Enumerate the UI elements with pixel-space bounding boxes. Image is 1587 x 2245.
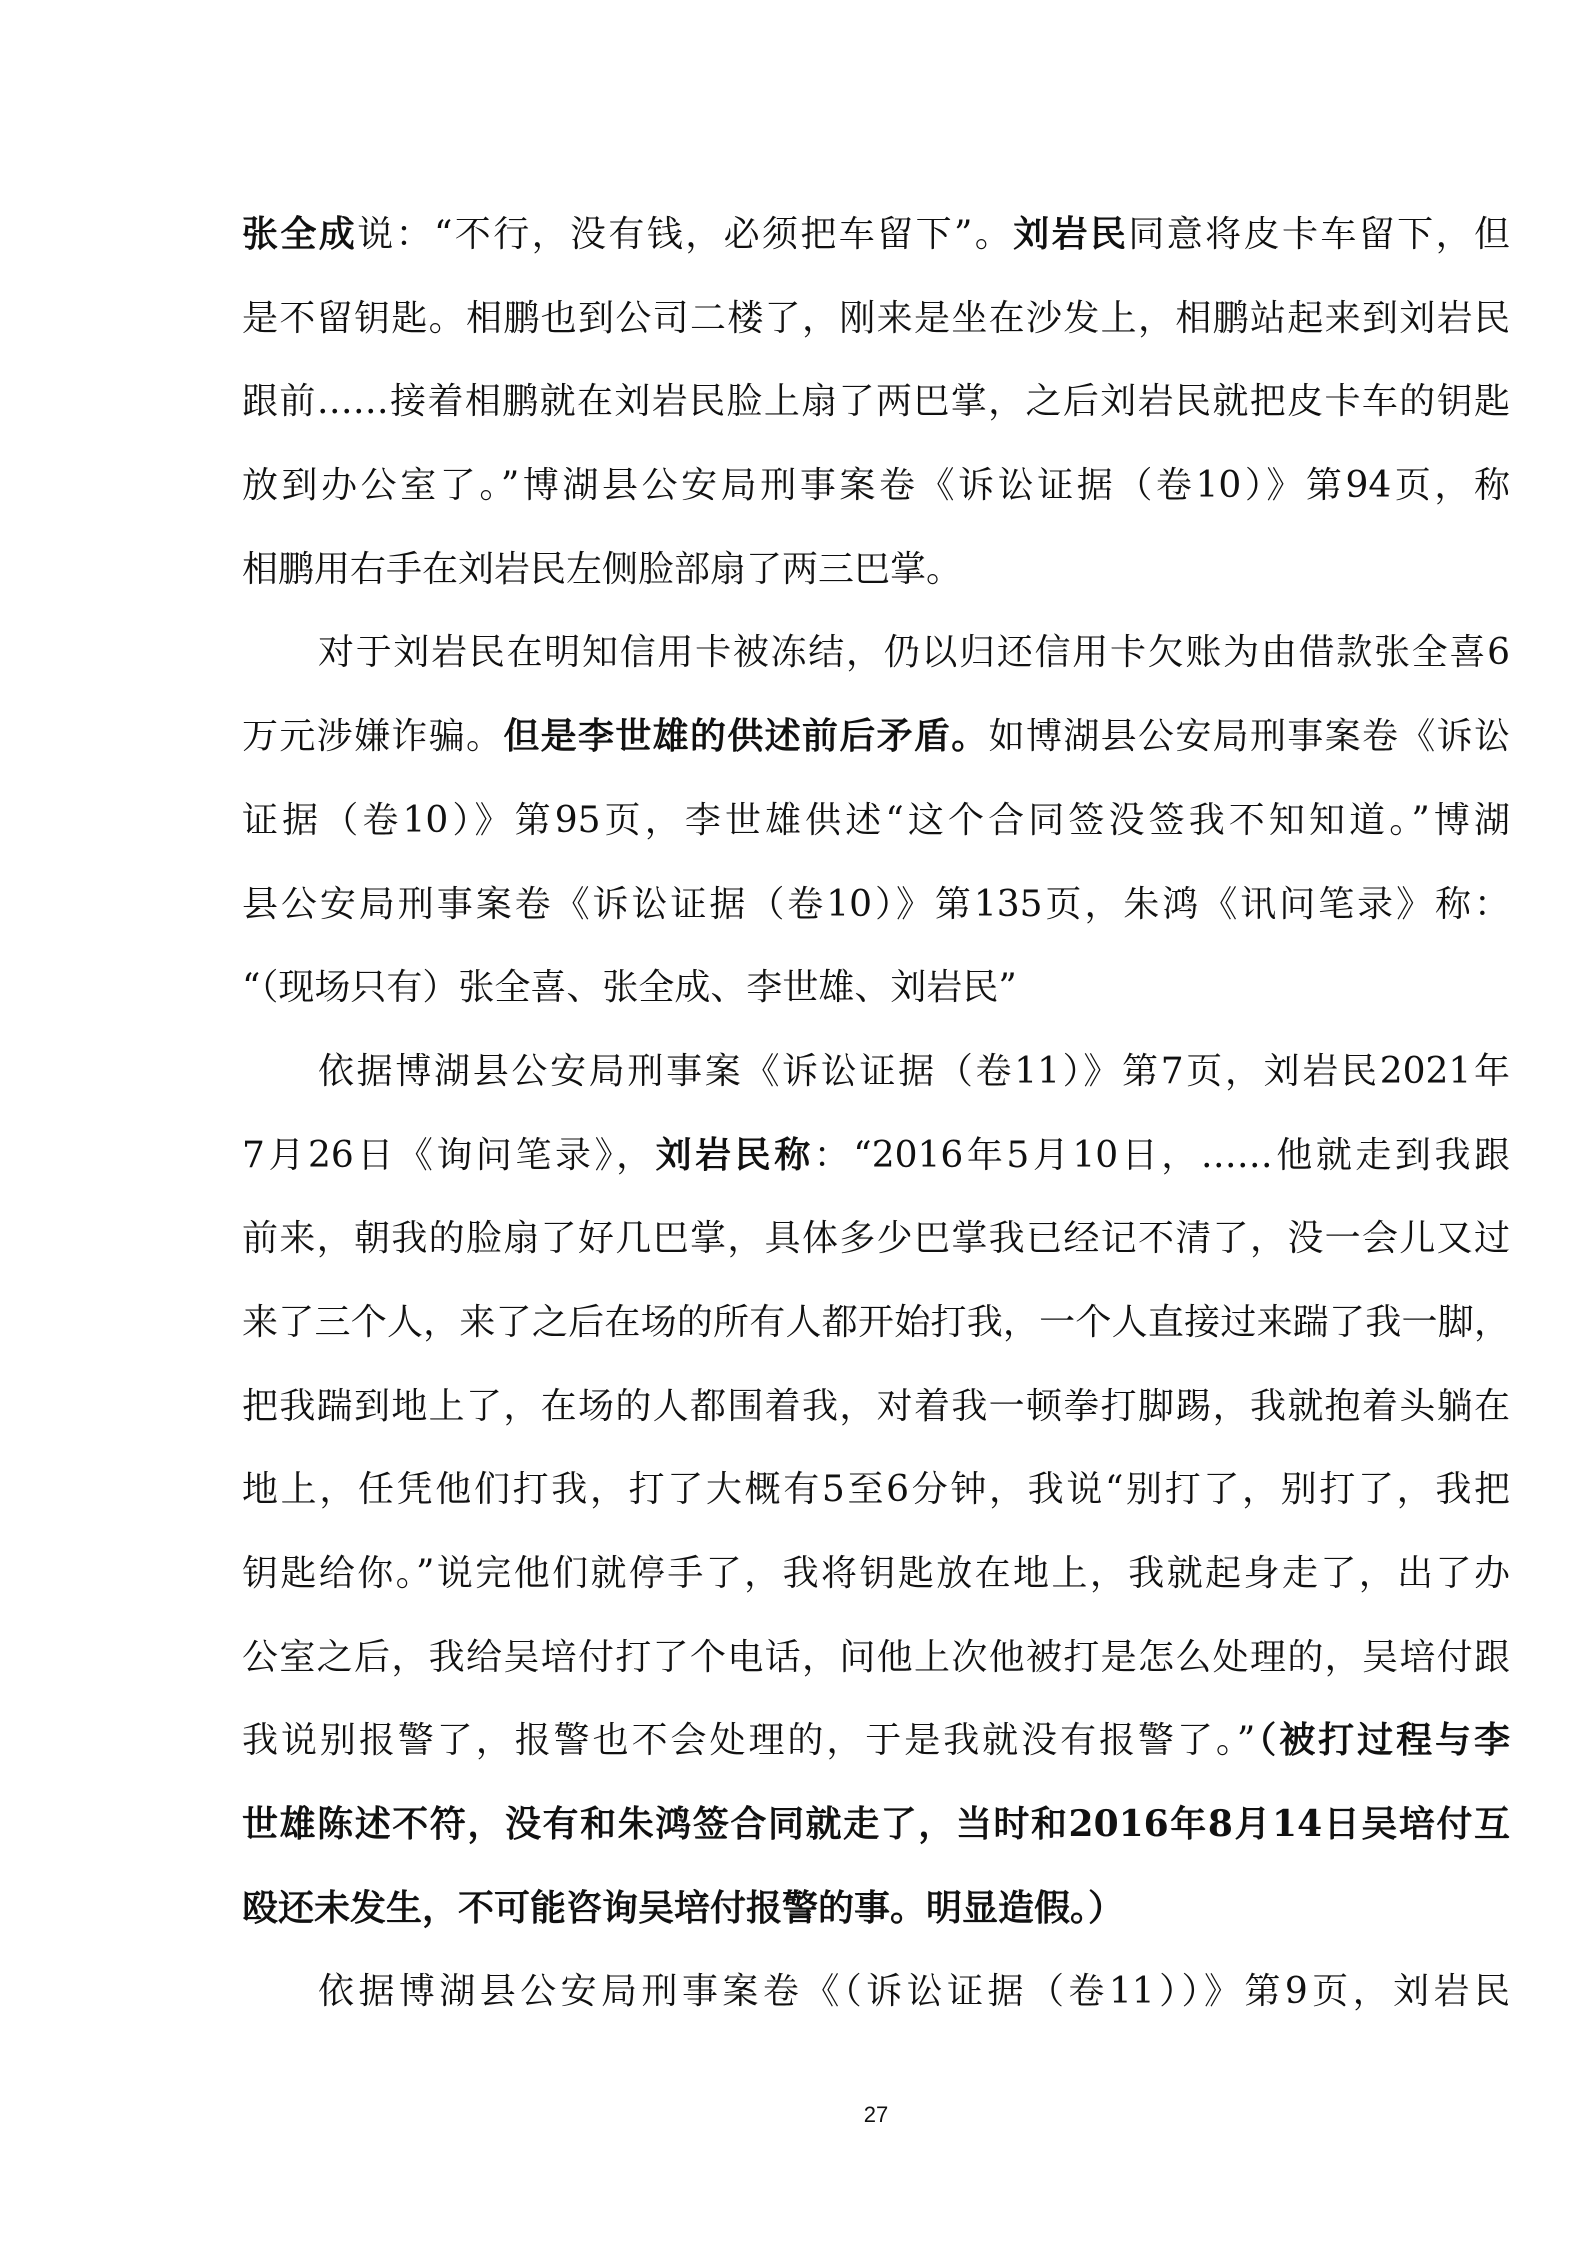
text-run: 同意将皮卡车留下，但 (1128, 214, 1510, 255)
text-run: 地上，任凭他们打我，打了大概有5至6分钟，我说“别打了，别打了，我把 (242, 1469, 1510, 1511)
text-line (242, 1950, 1510, 2034)
text-line (242, 779, 1510, 863)
text-run: ：“2016年5月10日，……他就走到我跟 (813, 1134, 1510, 1176)
text-line (242, 611, 1510, 695)
text-run: 放到办公室了。”博湖县公安局刑事案卷《诉讼证据（卷10）》第94页，称 (242, 465, 1510, 507)
document-body (242, 193, 1510, 2034)
bold-text-run: 世雄陈述不符，没有和朱鸿签合同就走了，当时和2016年8月14日吴培付互 (242, 1803, 1510, 1846)
text-line (242, 1281, 1510, 1365)
bold-text-run: 但是李世雄的供述前后矛盾。 (503, 715, 989, 758)
bold-text-run: （被打过程与李 (1255, 1719, 1510, 1762)
text-run: 如博湖县公安局刑事案卷《诉讼 (988, 716, 1510, 758)
text-line (242, 1030, 1510, 1114)
text-line (242, 1699, 1510, 1783)
text-line (242, 1448, 1510, 1532)
page-number: 27 (863, 2102, 889, 2127)
text-run: 钥匙给你。”说完他们就停手了，我将钥匙放在地上，我就起身走了，出了办 (242, 1553, 1510, 1594)
text-line (242, 1616, 1510, 1700)
text-run: 来了三个人，来了之后在场的所有人都开始打我，一个人直接过来踹了我一脚， (242, 1301, 1510, 1343)
bold-text-run: 刘岩民称 (655, 1133, 814, 1176)
text-run: 跟前……接着相鹏就在刘岩民脸上扇了两巴掌，之后刘岩民就把皮卡车的钥匙 (242, 381, 1510, 423)
text-line (242, 695, 1510, 779)
text-run: 公室之后，我给吴培付打了个电话，问他上次他被打是怎么处理的，吴培付跟 (242, 1636, 1510, 1678)
bold-text-run: 殴还未发生，不可能咨询吴培付报警的事。明显造假。） (242, 1886, 1125, 1929)
paragraph (242, 193, 1510, 611)
text-run: 对于刘岩民在明知信用卡被冻结，仍以归还信用卡欠账为由借款张全喜6 (318, 632, 1510, 674)
bold-text-run: 刘岩民 (1013, 213, 1129, 255)
text-line (242, 1532, 1510, 1616)
text-run: 万元涉嫌诈骗。 (242, 716, 504, 758)
text-line (242, 1867, 1510, 1951)
text-line (242, 193, 1510, 277)
text-run: 相鹏用右手在刘岩民左侧脸部扇了两三巴掌。 (242, 548, 963, 590)
text-run: 依据博湖县公安局刑事案《诉讼证据（卷11）》第7页，刘岩民2021年 (318, 1050, 1510, 1092)
paragraph (242, 1950, 1510, 2034)
text-line (242, 528, 1510, 612)
text-run: “（现场只有）张全喜、张全成、李世雄、刘岩民” (242, 967, 1017, 1009)
text-run: 我说别报警了，报警也不会处理的，于是我就没有报警了。” (242, 1720, 1256, 1762)
text-line (242, 444, 1510, 528)
text-line (242, 1197, 1510, 1281)
text-line (242, 277, 1510, 361)
text-line (242, 1365, 1510, 1449)
text-line (242, 1783, 1510, 1867)
text-run: 证据（卷10）》第95页，李世雄供述“这个合同签没签我不知知道。”博湖 (242, 799, 1510, 841)
text-run: 前来，朝我的脸扇了好几巴掌，具体多少巴掌我已经记不清了，没一会儿又过 (242, 1218, 1510, 1260)
text-run: 说：“不行，没有钱，必须把车留下”。 (357, 214, 1014, 255)
paragraph (242, 1030, 1510, 1951)
text-run: 县公安局刑事案卷《诉讼证据（卷10）》第135页，朱鸿《讯问笔录》称： (242, 883, 1510, 925)
text-line (242, 946, 1510, 1030)
text-run: 把我踹到地上了，在场的人都围着我，对着我一顿拳打脚踢，我就抱着头躺在 (242, 1385, 1510, 1427)
text-line (242, 360, 1510, 444)
text-line (242, 1114, 1510, 1198)
bold-text-run: 张全成 (242, 213, 358, 255)
text-line (242, 863, 1510, 947)
text-run: 7月26日《询问笔录》， (242, 1134, 656, 1176)
text-run: 是不留钥匙。相鹏也到公司二楼了，刚来是坐在沙发上，相鹏站起来到刘岩民 (242, 297, 1510, 339)
text-run: 依据博湖县公安局刑事案卷《（诉讼证据（卷11））》第9页，刘岩民 (318, 1971, 1510, 2013)
paragraph (242, 611, 1510, 1029)
